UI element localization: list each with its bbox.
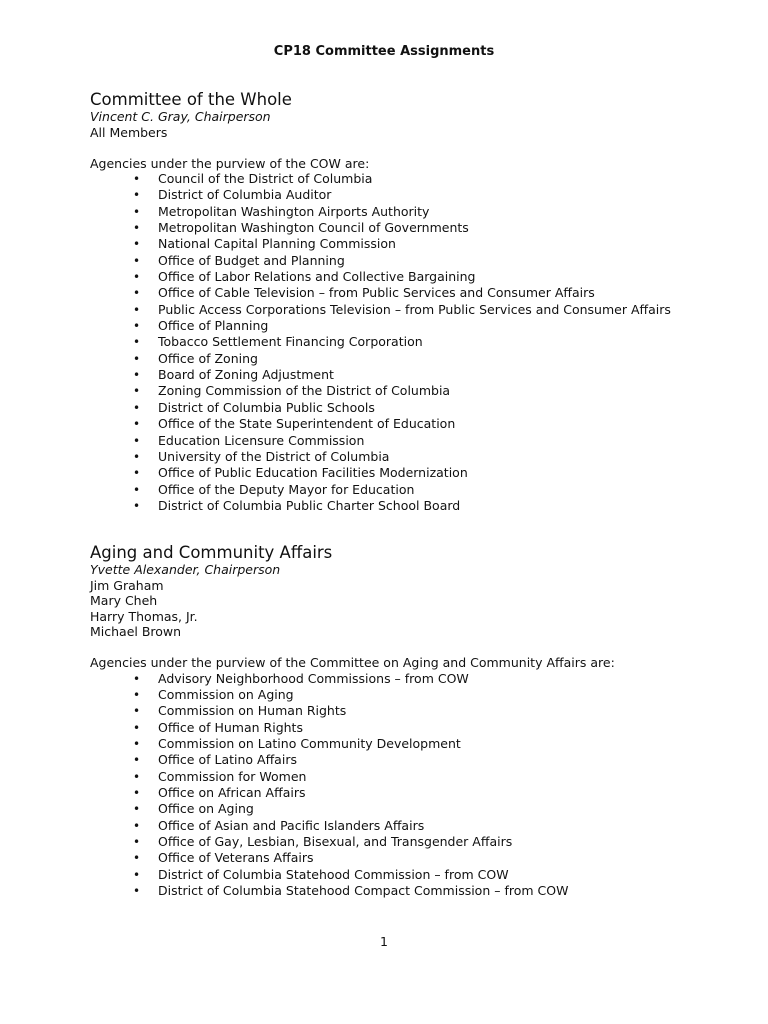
agency-list-item [133,768,730,785]
agency-list-item [133,465,730,481]
bullet-icon: • [133,368,141,383]
agency-list-item [133,171,730,187]
bullet-icon: • [133,466,141,481]
agency-list-item [133,220,730,236]
agency-list-item [133,686,730,703]
agency-list-item [133,269,730,285]
agency-name: Council of the District of Columbia [158,171,373,186]
agency-list-item [133,236,730,252]
agency-list-item [133,801,730,817]
agency-list-item [133,833,730,850]
bullet-icon: • [133,172,141,186]
agency-list [90,171,730,514]
agency-name: District of Columbia Public Schools [158,399,375,415]
agency-list-item [133,432,730,449]
page-number: 1 [380,934,388,949]
bullet-icon: • [133,769,141,784]
agency-list-item [133,448,730,465]
bullet-icon: • [133,482,141,497]
agency-list-item [133,882,730,899]
agency-name: Metropolitan Washington Airports Authority [158,203,430,219]
agency-name: Office of Public Education Facilities Modernization [158,465,468,481]
agencies-intro: Agencies under the purview of the Committee on Aging and Community Affairs are: [90,655,615,670]
bullet-icon: • [133,302,141,317]
agency-name: Office of Cable Television – from Public Services and Consumer Affairs [158,285,595,301]
member-name: All Members [90,124,168,140]
agency-name: Office of Labor Relations and Collective Bargaining [158,269,476,285]
bullet-icon: • [133,736,141,751]
bullet-icon: • [133,704,141,719]
agency-name: Metropolitan Washington Council of Governments [158,220,469,236]
bullet-icon: • [133,433,141,448]
bullet-icon: • [133,883,141,898]
agency-list-item [133,703,730,719]
bullet-icon: • [133,671,141,686]
agency-name: University of the District of Columbia [158,448,390,464]
bullet-icon: • [133,204,141,219]
agency-name: Commission on Latino Community Development [158,735,461,751]
agency-list-item [133,719,730,736]
bullet-icon: • [133,687,141,702]
agency-name: Board of Zoning Adjustment [158,367,334,383]
agency-list-item [133,784,730,801]
member-name: Jim Graham [90,577,164,593]
bullet-icon: • [133,802,141,817]
agency-name: Office on Aging [158,801,254,817]
agency-name: Office of Budget and Planning [158,252,345,268]
agency-name: Office on African Affairs [158,784,306,800]
agency-name: National Capital Planning Commission [158,236,396,252]
agency-list-item [133,416,730,432]
members-list [90,125,730,141]
agency-name: Tobacco Settlement Financing Corporation [158,334,423,350]
agency-list-item [133,350,730,367]
agency-list-item [133,367,730,383]
bullet-icon: • [133,417,141,432]
agency-name: Commission on Human Rights [158,703,347,719]
chairperson: Vincent C. Gray, Chairperson [90,109,271,124]
agencies-intro: Agencies under the purview of the COW are: [90,155,370,171]
agency-name: District of Columbia Auditor [158,187,332,203]
agency-list-item [133,334,730,350]
member-name: Michael Brown [90,624,182,639]
agency-name: Zoning Commission of the District of Columbia [158,383,451,399]
bullet-icon: • [133,319,141,334]
agency-name: District of Columbia Statehood Commission – from COW [158,866,509,882]
agency-name: Office of Veterans Affairs [158,850,314,866]
agency-name: Office of Zoning [158,350,258,366]
member-name: Mary Cheh [90,593,158,608]
agency-name: Commission on Aging [158,686,294,702]
agency-name: Commission for Women [158,768,307,784]
agency-list-item [133,187,730,203]
agency-list-item [133,817,730,834]
member-name: Harry Thomas, Jr. [90,608,198,624]
agency-list-item [133,285,730,301]
agency-list-item [133,318,730,334]
section-committee-of-the-whole [90,91,730,514]
agency-list-item [133,481,730,498]
agency-name: Office of Human Rights [158,719,303,735]
bullet-icon: • [133,400,141,415]
bullet-icon: • [133,720,141,735]
bullet-icon: • [133,753,141,768]
agency-name: Advisory Neighborhood Commissions – from COW [158,670,469,686]
agency-list-item [133,735,730,752]
agency-list-item [133,752,730,768]
section-heading: Committee of the Whole [90,90,292,109]
bullet-icon: • [133,867,141,882]
agency-name: Office of the State Superintendent of Education [158,416,456,432]
agency-list-item [133,383,730,399]
section-heading: Aging and Community Affairs [90,543,333,562]
bullet-icon: • [133,384,141,399]
bullet-icon: • [133,221,141,236]
bullet-icon: • [133,785,141,800]
agency-list-item [133,252,730,269]
agency-name: Office of Gay, Lesbian, Bisexual, and Transgender Affairs [158,833,513,849]
document-title: CP18 Committee Assignments [273,44,495,59]
members-list [90,578,730,640]
agency-list-item [133,203,730,220]
agency-name: Public Access Corporations Television – from Public Services and Consumer Affairs [158,301,671,317]
bullet-icon: • [133,449,141,464]
agency-name: Office of Asian and Pacific Islanders Affairs [158,817,425,833]
agency-list-item [133,866,730,883]
bullet-icon: • [133,851,141,866]
section-aging-and-community-affairs [90,544,730,899]
agency-name: Office of Planning [158,318,269,334]
agency-name: Office of the Deputy Mayor for Education [158,481,415,497]
agency-list-item [133,399,730,416]
bullet-icon: • [133,188,141,203]
chairperson: Yvette Alexander, Chairperson [90,562,281,577]
agency-name: District of Columbia Statehood Compact Commission – from COW [158,882,569,898]
bullet-icon: • [133,498,141,513]
agency-list-item [133,670,730,687]
agency-list-item [133,850,730,866]
bullet-icon: • [133,351,141,366]
bullet-icon: • [133,834,141,849]
agency-list [90,671,730,900]
bullet-icon: • [133,286,141,301]
agency-name: Office of Latino Affairs [158,752,297,768]
agency-name: Education Licensure Commission [158,432,365,448]
bullet-icon: • [133,270,141,285]
bullet-icon: • [133,237,141,252]
agency-list-item [133,301,730,318]
bullet-icon: • [133,335,141,350]
agency-name: District of Columbia Public Charter School Board [158,497,461,513]
bullet-icon: • [133,253,141,268]
agency-list-item [133,497,730,514]
bullet-icon: • [133,818,141,833]
